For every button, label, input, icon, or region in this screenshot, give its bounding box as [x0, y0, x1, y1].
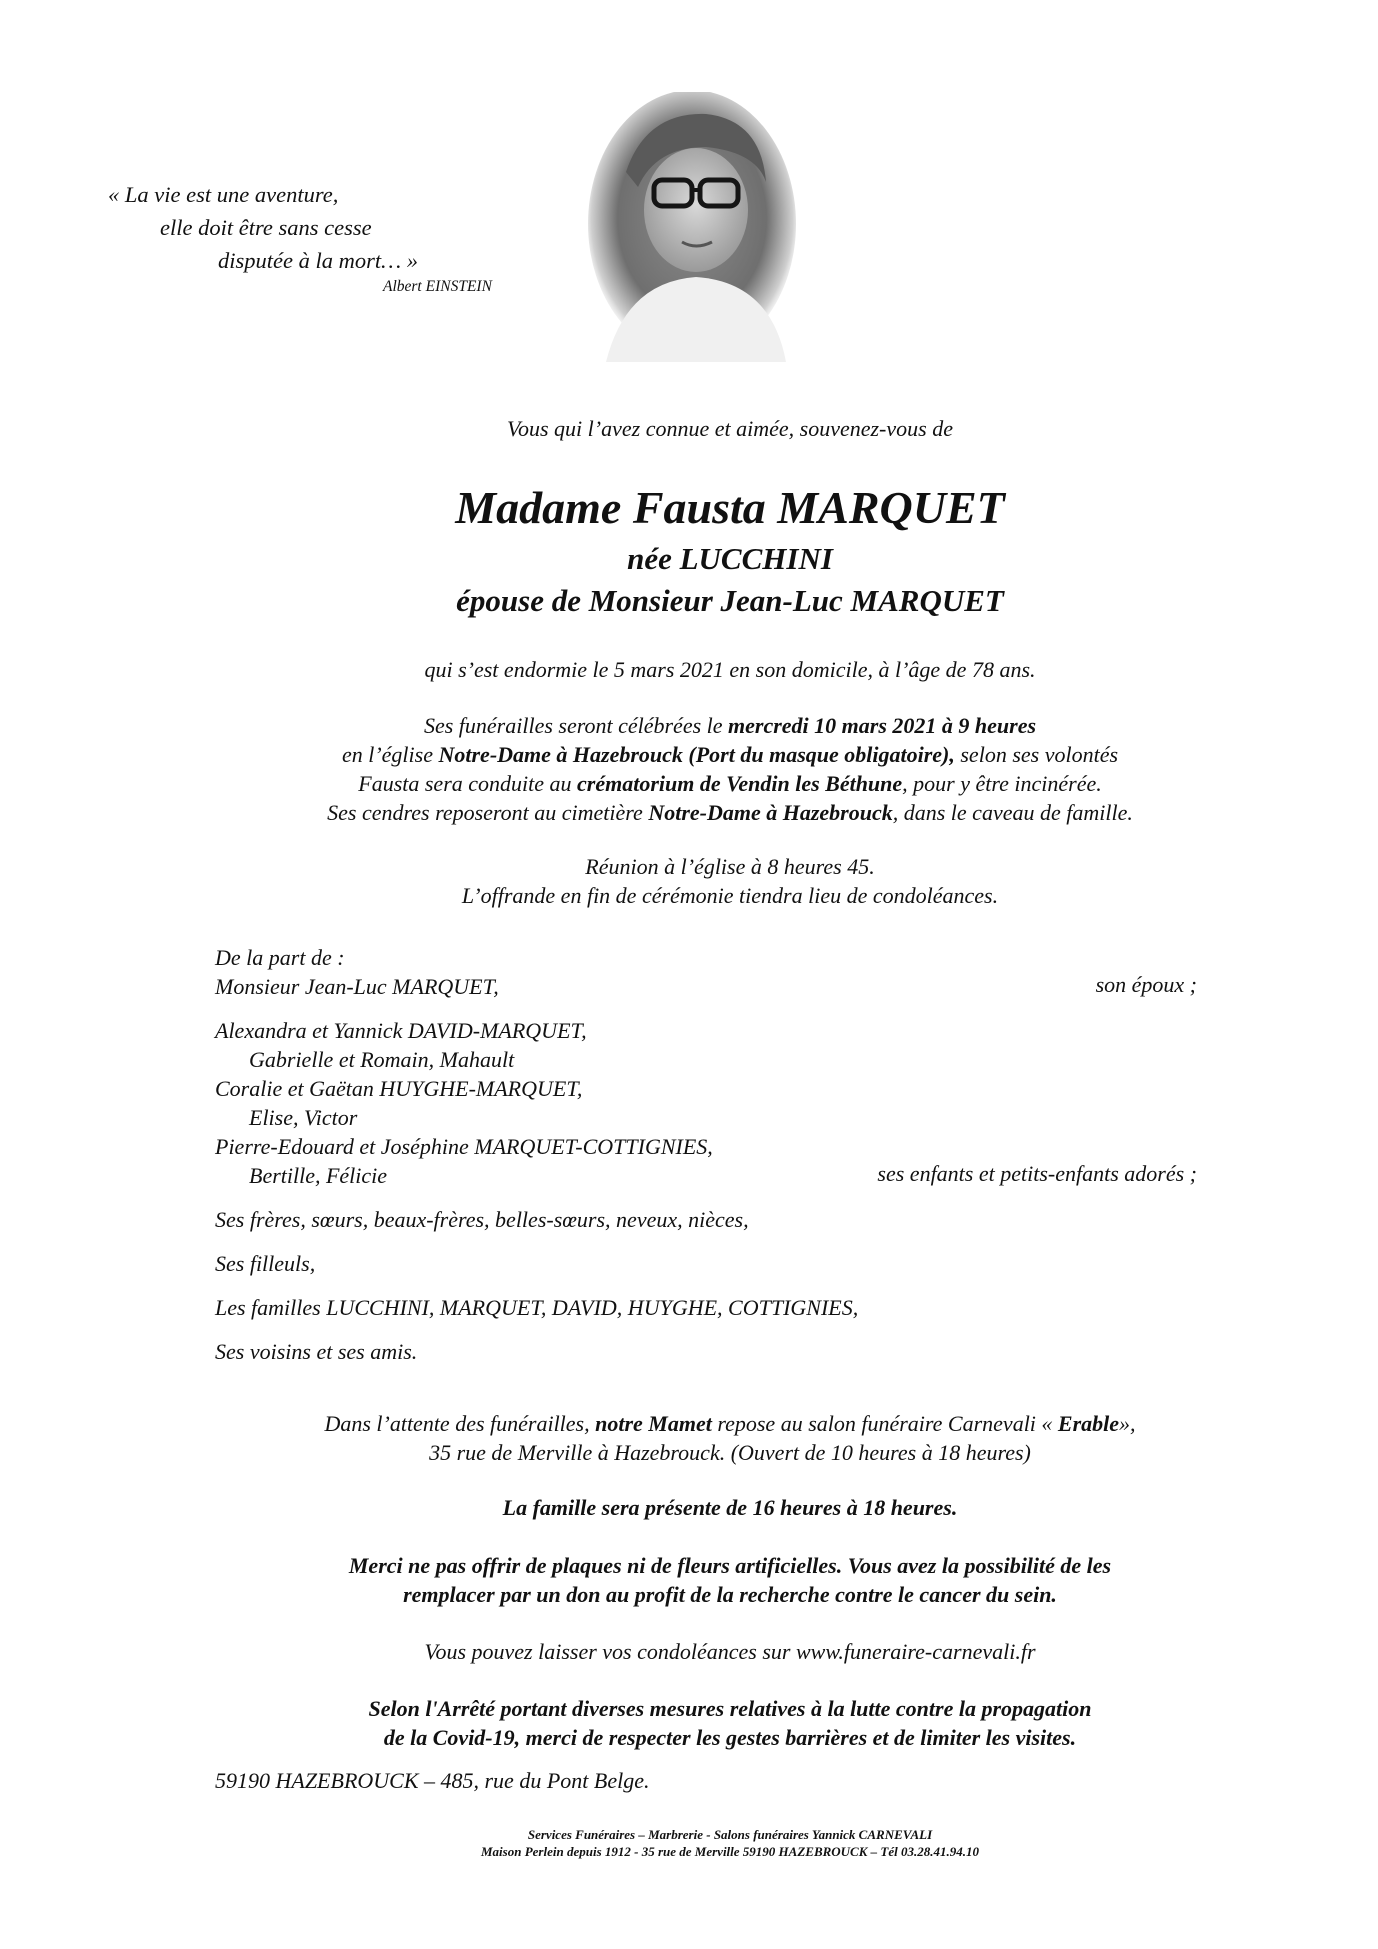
reunion-info: [0, 852, 1378, 910]
family-presence: La famille sera présente de 16 heures à 18 heures.: [502, 1495, 958, 1520]
death-notice: qui s’est endormie le 5 mars 2021 en son domicile, à l’âge de 78 ans.: [424, 657, 1036, 682]
funeral-text: Fausta sera conduite au: [358, 771, 578, 796]
quote-author: Albert EINSTEIN: [383, 278, 492, 295]
family-list-item: Coralie et Gaëtan HUYGHE-MARQUET,: [215, 1076, 583, 1101]
funeral-text: selon ses volontés: [954, 742, 1119, 767]
covid-line-1: Selon l'Arrêté portant diverses mesures relatives à la lutte contre la propagation: [368, 1696, 1092, 1721]
footer: [0, 1826, 1378, 1860]
family-godchildren: Ses filleuls,: [215, 1251, 316, 1276]
flowers-line-2: remplacer par un don au profit de la recherche contre le cancer du sein.: [403, 1582, 1057, 1607]
flowers-line-1: Merci ne pas offrir de plaques ni de fleurs artificielles. Vous avez la possibilité de les: [348, 1553, 1112, 1578]
family-list-item: Elise, Victor: [249, 1105, 358, 1130]
funeral-text: Ses funérailles seront célébrées le: [423, 713, 729, 738]
family-families: Les familles LUCCHINI, MARQUET, DAVID, HUYGHE, COTTIGNIES,: [215, 1295, 859, 1320]
spouse-line: épouse de Monsieur Jean-Luc MARQUET: [456, 583, 1004, 618]
rest-text: »,: [1119, 1411, 1136, 1436]
footer-line-1: Services Funéraires – Marbrerie - Salons funéraires Yannick CARNEVALI: [527, 1827, 933, 1842]
funeral-details: [0, 711, 1378, 827]
funeral-cemetery: Notre-Dame à Hazebrouck: [648, 800, 893, 825]
flowers-notice: [0, 1551, 1378, 1609]
rest-location: [0, 1409, 1378, 1467]
deceased-name: Madame Fausta MARQUET: [455, 482, 1005, 533]
funeral-text: en l’église: [341, 742, 439, 767]
condolences-line: Vous pouvez laisser vos condoléances sur www.funeraire-carnevali.fr: [424, 1639, 1036, 1664]
family-list-item: Pierre-Edouard et Joséphine MARQUET-COTTIGNIES,: [215, 1134, 713, 1159]
funeral-date: mercredi 10 mars 2021 à 9 heures: [728, 713, 1037, 738]
family-list-item: Gabrielle et Romain, Mahault: [249, 1047, 515, 1072]
family-children: [215, 1016, 713, 1190]
funeral-text: , pour y être incinérée.: [902, 771, 1102, 796]
family-header: De la part de :: [215, 945, 345, 970]
rest-mamet: notre Mamet: [595, 1411, 712, 1436]
family-siblings: Ses frères, sœurs, beaux-frères, belles-sœurs, neveux, nièces,: [215, 1207, 749, 1232]
family-list-item: Bertille, Félicie: [249, 1163, 388, 1188]
funeral-text: , dans le caveau de famille.: [892, 800, 1133, 825]
epigraph-quote: [108, 178, 492, 297]
portrait-photo: [586, 92, 798, 362]
covid-notice: [0, 1694, 1378, 1752]
quote-line-1: « La vie est une aventure,: [108, 182, 339, 207]
rest-salon-name: Erable: [1057, 1411, 1120, 1436]
funeral-crematorium: crématorium de Vendin les Béthune: [577, 771, 903, 796]
rest-address: 35 rue de Merville à Hazebrouck. (Ouvert de 10 heures à 18 heures): [429, 1440, 1031, 1465]
reunion-line: Réunion à l’église à 8 heures 45.: [585, 854, 875, 879]
family-spouse-role: son époux ;: [1095, 972, 1197, 997]
quote-line-3: disputée à la mort… »: [218, 248, 418, 273]
intro-line: Vous qui l’avez connue et aimée, souvenez-vous de: [507, 416, 953, 441]
family-spouse-name: Monsieur Jean-Luc MARQUET,: [215, 974, 499, 999]
family-list-item: Alexandra et Yannick DAVID-MARQUET,: [215, 1018, 587, 1043]
offering-line: L’offrande en fin de cérémonie tiendra lieu de condoléances.: [461, 883, 999, 908]
funeral-church: Notre-Dame à Hazebrouck (Port du masque obligatoire),: [438, 742, 955, 767]
family-neighbours: Ses voisins et ses amis.: [215, 1339, 418, 1364]
rest-text: Dans l’attente des funérailles,: [324, 1411, 596, 1436]
footer-line-2: Maison Perlein depuis 1912 - 35 rue de Merville 59190 HAZEBROUCK – Tél 03.28.41.94.10: [481, 1844, 979, 1859]
quote-line-2: elle doit être sans cesse: [160, 215, 372, 240]
covid-line-2: de la Covid-19, merci de respecter les gestes barrières et de limiter les visites.: [383, 1725, 1077, 1750]
rest-text: repose au salon funéraire Carnevali «: [711, 1411, 1058, 1436]
maiden-name: née LUCCHINI: [627, 541, 833, 576]
funeral-text: Ses cendres reposeront au cimetière: [327, 800, 649, 825]
home-address: 59190 HAZEBROUCK – 485, rue du Pont Belge.: [215, 1768, 650, 1793]
family-children-role: ses enfants et petits-enfants adorés ;: [877, 1161, 1197, 1186]
